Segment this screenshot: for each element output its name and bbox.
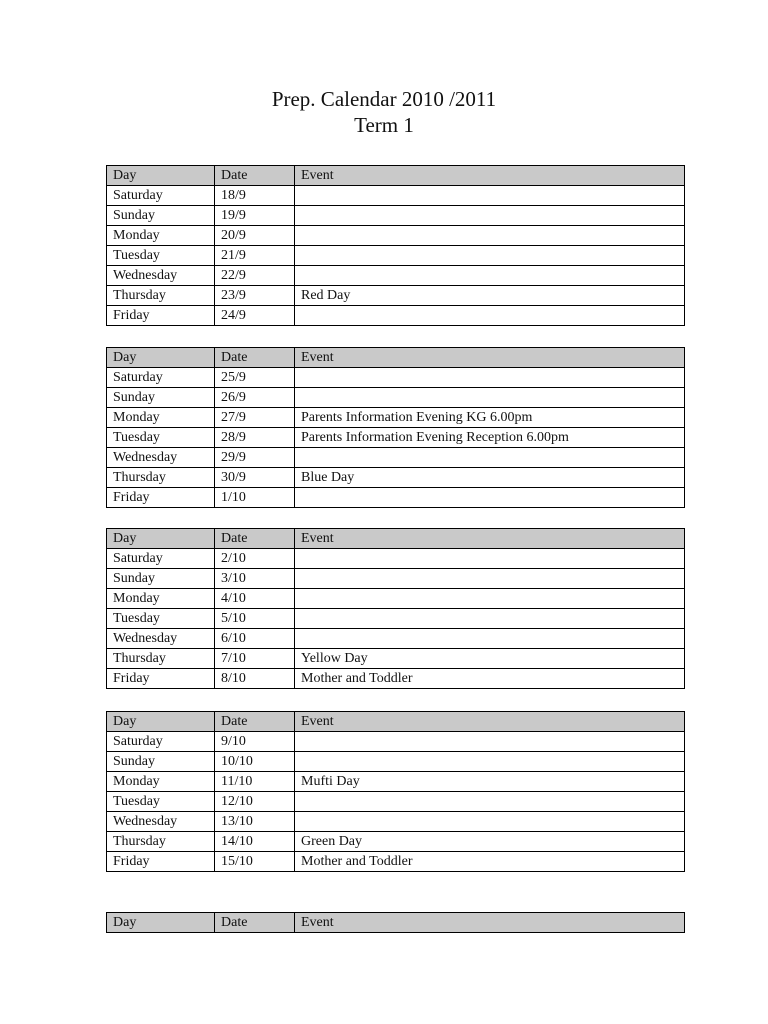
column-header: Event xyxy=(295,529,685,549)
event-cell xyxy=(295,388,685,408)
table-row xyxy=(107,226,685,246)
event-cell: Yellow Day xyxy=(295,649,685,669)
table-row xyxy=(107,669,685,689)
day-cell: Wednesday xyxy=(107,448,215,468)
event-cell: Parents Information Evening KG 6.00pm xyxy=(295,408,685,428)
date-cell: 21/9 xyxy=(215,246,295,266)
column-header: Event xyxy=(295,913,685,933)
date-cell: 26/9 xyxy=(215,388,295,408)
column-header: Date xyxy=(215,348,295,368)
table-row xyxy=(107,732,685,752)
event-cell xyxy=(295,206,685,226)
date-cell: 18/9 xyxy=(215,186,295,206)
column-header: Event xyxy=(295,166,685,186)
table-row xyxy=(107,468,685,488)
day-cell: Thursday xyxy=(107,468,215,488)
table-row xyxy=(107,832,685,852)
day-cell: Friday xyxy=(107,852,215,872)
day-cell: Wednesday xyxy=(107,629,215,649)
column-header: Event xyxy=(295,712,685,732)
date-cell: 11/10 xyxy=(215,772,295,792)
event-cell xyxy=(295,589,685,609)
day-cell: Wednesday xyxy=(107,812,215,832)
day-cell: Sunday xyxy=(107,569,215,589)
date-cell: 25/9 xyxy=(215,368,295,388)
table-row xyxy=(107,609,685,629)
page-subtitle: Term 1 xyxy=(354,113,414,137)
column-header: Date xyxy=(215,166,295,186)
day-cell: Thursday xyxy=(107,286,215,306)
column-header: Day xyxy=(107,913,215,933)
event-cell xyxy=(295,306,685,326)
day-cell: Saturday xyxy=(107,732,215,752)
event-cell xyxy=(295,792,685,812)
day-cell: Sunday xyxy=(107,206,215,226)
document-title-block xyxy=(0,86,768,138)
table-row xyxy=(107,812,685,832)
day-cell: Wednesday xyxy=(107,266,215,286)
event-cell xyxy=(295,549,685,569)
date-cell: 30/9 xyxy=(215,468,295,488)
column-header: Day xyxy=(107,348,215,368)
date-cell: 3/10 xyxy=(215,569,295,589)
date-cell: 9/10 xyxy=(215,732,295,752)
event-cell xyxy=(295,812,685,832)
event-cell: Blue Day xyxy=(295,468,685,488)
day-cell: Friday xyxy=(107,488,215,508)
day-cell: Monday xyxy=(107,226,215,246)
table-row xyxy=(107,368,685,388)
column-header: Date xyxy=(215,913,295,933)
column-header: Day xyxy=(107,529,215,549)
table-header-row xyxy=(107,166,685,186)
event-cell xyxy=(295,368,685,388)
table-row xyxy=(107,306,685,326)
day-cell: Monday xyxy=(107,589,215,609)
day-cell: Saturday xyxy=(107,549,215,569)
table-row xyxy=(107,286,685,306)
day-cell: Thursday xyxy=(107,649,215,669)
date-cell: 10/10 xyxy=(215,752,295,772)
date-cell: 20/9 xyxy=(215,226,295,246)
day-cell: Thursday xyxy=(107,832,215,852)
date-cell: 23/9 xyxy=(215,286,295,306)
event-cell xyxy=(295,609,685,629)
week-table xyxy=(106,165,685,326)
event-cell xyxy=(295,246,685,266)
event-cell xyxy=(295,226,685,246)
event-cell xyxy=(295,186,685,206)
day-cell: Monday xyxy=(107,772,215,792)
date-cell: 24/9 xyxy=(215,306,295,326)
event-cell: Mother and Toddler xyxy=(295,669,685,689)
day-cell: Saturday xyxy=(107,368,215,388)
table-header-row xyxy=(107,348,685,368)
day-cell: Saturday xyxy=(107,186,215,206)
date-cell: 2/10 xyxy=(215,549,295,569)
table-row xyxy=(107,649,685,669)
table-row xyxy=(107,752,685,772)
table-row xyxy=(107,629,685,649)
table-row xyxy=(107,589,685,609)
date-cell: 4/10 xyxy=(215,589,295,609)
table-row xyxy=(107,388,685,408)
event-cell xyxy=(295,629,685,649)
date-cell: 12/10 xyxy=(215,792,295,812)
day-cell: Monday xyxy=(107,408,215,428)
event-cell: Parents Information Evening Reception 6.00pm xyxy=(295,428,685,448)
column-header: Date xyxy=(215,712,295,732)
table-header-row xyxy=(107,712,685,732)
column-header: Day xyxy=(107,712,215,732)
page-title: Prep. Calendar 2010 /2011 xyxy=(271,87,497,111)
date-cell: 29/9 xyxy=(215,448,295,468)
event-cell xyxy=(295,488,685,508)
event-cell: Mother and Toddler xyxy=(295,852,685,872)
table-row xyxy=(107,428,685,448)
column-header: Date xyxy=(215,529,295,549)
table-row xyxy=(107,488,685,508)
date-cell: 5/10 xyxy=(215,609,295,629)
date-cell: 6/10 xyxy=(215,629,295,649)
date-cell: 28/9 xyxy=(215,428,295,448)
table-row xyxy=(107,852,685,872)
table-row xyxy=(107,408,685,428)
event-cell xyxy=(295,266,685,286)
date-cell: 7/10 xyxy=(215,649,295,669)
date-cell: 1/10 xyxy=(215,488,295,508)
date-cell: 13/10 xyxy=(215,812,295,832)
day-cell: Sunday xyxy=(107,388,215,408)
week-table xyxy=(106,711,685,872)
table-row xyxy=(107,246,685,266)
date-cell: 19/9 xyxy=(215,206,295,226)
day-cell: Sunday xyxy=(107,752,215,772)
event-cell xyxy=(295,448,685,468)
event-cell xyxy=(295,569,685,589)
day-cell: Friday xyxy=(107,669,215,689)
table-row xyxy=(107,448,685,468)
table-header-row xyxy=(107,529,685,549)
date-cell: 27/9 xyxy=(215,408,295,428)
table-row xyxy=(107,569,685,589)
event-cell xyxy=(295,732,685,752)
event-cell: Red Day xyxy=(295,286,685,306)
event-cell: Green Day xyxy=(295,832,685,852)
day-cell: Friday xyxy=(107,306,215,326)
table-row xyxy=(107,186,685,206)
date-cell: 15/10 xyxy=(215,852,295,872)
column-header: Day xyxy=(107,166,215,186)
week-table xyxy=(106,528,685,689)
week-table xyxy=(106,912,685,933)
table-row xyxy=(107,549,685,569)
event-cell: Mufti Day xyxy=(295,772,685,792)
table-row xyxy=(107,266,685,286)
date-cell: 14/10 xyxy=(215,832,295,852)
day-cell: Tuesday xyxy=(107,792,215,812)
event-cell xyxy=(295,752,685,772)
date-cell: 8/10 xyxy=(215,669,295,689)
table-row xyxy=(107,206,685,226)
date-cell: 22/9 xyxy=(215,266,295,286)
day-cell: Tuesday xyxy=(107,428,215,448)
table-header-row xyxy=(107,913,685,933)
week-table xyxy=(106,347,685,508)
column-header: Event xyxy=(295,348,685,368)
table-row xyxy=(107,772,685,792)
table-row xyxy=(107,792,685,812)
day-cell: Tuesday xyxy=(107,246,215,266)
day-cell: Tuesday xyxy=(107,609,215,629)
